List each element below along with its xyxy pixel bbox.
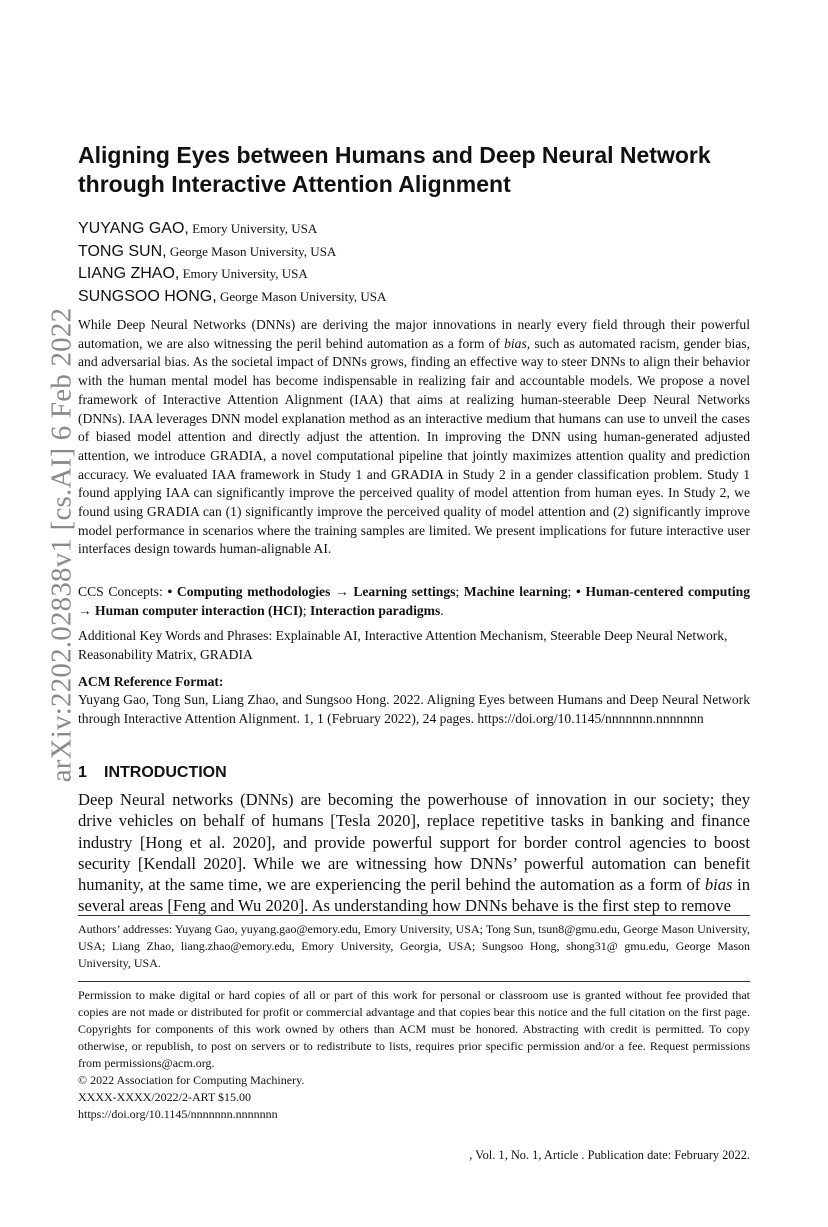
intro-text: Deep Neural networks (DNNs) are becoming the powerhouse of innovation in our society; they drive vehicles on behalf of humans [Tesla 2020], replace repetitive tasks in banking and finance industry [Hong et al. 2020], and provide powerful support for border control agencies to boost security [Kendall 2020]. While we are witnessing how DNNs’ powerful automation can benefit humanity, at the same time, we are experiencing the peril behind the automation as a form of bbox=[78, 790, 750, 895]
additional-keywords: Additional Key Words and Phrases: Explainable AI, Interactive Attention Mechanism, Steerable Deep Neural Network, Reasonability Matrix, GRADIA bbox=[78, 628, 728, 662]
doi-link[interactable]: https://doi.org/10.1145/nnnnnnn.nnnnnnn bbox=[78, 1107, 278, 1121]
ccs-separator: ; bbox=[567, 584, 577, 599]
acm-reference-text: Yuyang Gao, Tong Sun, Liang Zhao, and Sungsoo Hong. 2022. Aligning Eyes between Humans and Deep Neural Network through Interactive Attention Alignment. 1, 1 (February 2022), 24 pages. https://doi.org/10.1145/nnnnnnn.nnnnnnn bbox=[78, 692, 750, 726]
author-affiliation: George Mason University, USA bbox=[219, 288, 387, 304]
abstract-text: , such as automated racism, gender bias, and adversarial bias. As the societal impact of DNNs grows, finding an effective way to steer DNNs to align their behavior with the human mental model has become indispensable in realizing fair and accountable models. We propose a novel framework of Interactive Attention Alignment (IAA) that aims at realizing human-steerable Deep Neural Networks (DNNs). IAA leverages DNN model explanation method as an interactive medium that humans can use to unveil the cases of biased model attention and directly adjust the attention. In improving the DNN using human-generated adjusted attention, we introduce GRADIA, a novel computational pipeline that jointly maximizes attention quality and prediction accuracy. We evaluated IAA framework in Study 1 and GRADIA in Study 2 in a gender classification problem. Study 1 found applying IAA can significantly improve the perceived quality of model attention from human eyes. In Study 2, we found using GRADIA can (1) significantly improve the perceived quality of model attention and (2) significantly improve model performance in scenarios where the training samples are limited. We present implications for future interactive user interfaces design towards human-alignable AI. bbox=[78, 335, 751, 557]
ccs-concept: Machine learning bbox=[463, 584, 568, 599]
ccs-separator: ; bbox=[302, 602, 310, 618]
ccs-concepts bbox=[78, 583, 750, 620]
ccs-separator: . bbox=[440, 602, 444, 618]
author-affiliation: Emory University, USA bbox=[192, 221, 318, 236]
section-heading-introduction bbox=[78, 762, 227, 784]
ccs-separator: ; bbox=[455, 584, 464, 599]
author-name: YUYANG GAO, bbox=[78, 220, 189, 237]
ccs-concept: • Human-centered computing → Human computer interaction (HCI) bbox=[78, 584, 750, 618]
acm-reference-heading: ACM Reference Format: bbox=[78, 674, 224, 689]
footnote-divider bbox=[78, 915, 750, 916]
section-number: 1 bbox=[78, 764, 87, 781]
author-affiliation: Emory University, USA bbox=[182, 266, 308, 281]
copyright-line: © 2022 Association for Computing Machinery. bbox=[78, 1073, 305, 1087]
author-entry bbox=[78, 263, 750, 286]
intro-emphasis: bias bbox=[704, 875, 733, 895]
authors-addresses: Authors’ addresses: Yuyang Gao, yuyang.gao@emory.edu, Emory University, USA; Tong Sun, tsun8@gmu.edu, George Mason University, USA; Liang Zhao, liang.zhao@emory.edu, Emory University, Georgia, USA; Sungsoo Hong, shong31@ gmu.edu, George Mason University, USA. bbox=[78, 922, 750, 970]
abstract bbox=[78, 316, 750, 559]
author-entry bbox=[78, 241, 750, 264]
publication-footer: , Vol. 1, No. 1, Article . Publication date: February 2022. bbox=[469, 1148, 750, 1162]
ccs-concept: • Computing methodologies → Learning settings bbox=[167, 584, 456, 599]
author-name: TONG SUN, bbox=[78, 242, 167, 260]
permission-divider bbox=[78, 981, 750, 982]
introduction-paragraph bbox=[78, 789, 750, 917]
issn-line: XXXX-XXXX/2022/2-ART $15.00 bbox=[78, 1090, 252, 1104]
author-entry bbox=[78, 218, 750, 241]
paper-title: Aligning Eyes between Humans and Deep Neural Network through Interactive Attention Alignment bbox=[78, 142, 711, 197]
abstract-text: While Deep Neural Networks (DNNs) are deriving the major innovations in nearly every field through their powerful automation, we are also witnessing the peril behind automation as a form of bbox=[78, 317, 750, 351]
author-name: SUNGSOO HONG, bbox=[78, 287, 217, 305]
abstract-emphasis: bias bbox=[504, 335, 527, 351]
ccs-concept: Interaction paradigms bbox=[309, 602, 441, 618]
author-affiliation: George Mason University, USA bbox=[169, 243, 337, 259]
arxiv-identifier-stamp: arXiv:2202.02838v1 [cs.AI] 6 Feb 2022 bbox=[45, 307, 78, 783]
permission-notice: Permission to make digital or hard copies of all or part of this work for personal or classroom use is granted without fee provided that copies are not made or distributed for profit or commercial advantage and that copies bear this notice and the full citation on the first page. Copyrights for components of this work owned by others than ACM must be honored. Abstracting with credit is permitted. To copy otherwise, or republish, to post on servers or to redistribute to lists, requires prior specific permission and/or a fee. Request permissions from permissions@acm.org. bbox=[78, 988, 750, 1070]
author-entry bbox=[78, 286, 750, 309]
author-name: LIANG ZHAO, bbox=[78, 265, 180, 282]
author-list bbox=[78, 218, 750, 308]
ccs-label: CCS Concepts: bbox=[78, 584, 168, 599]
intro-text: in several areas [Feng and Wu 2020]. As understanding how DNNs behave is the first step to remove bbox=[78, 875, 750, 916]
section-title: INTRODUCTION bbox=[104, 764, 227, 781]
